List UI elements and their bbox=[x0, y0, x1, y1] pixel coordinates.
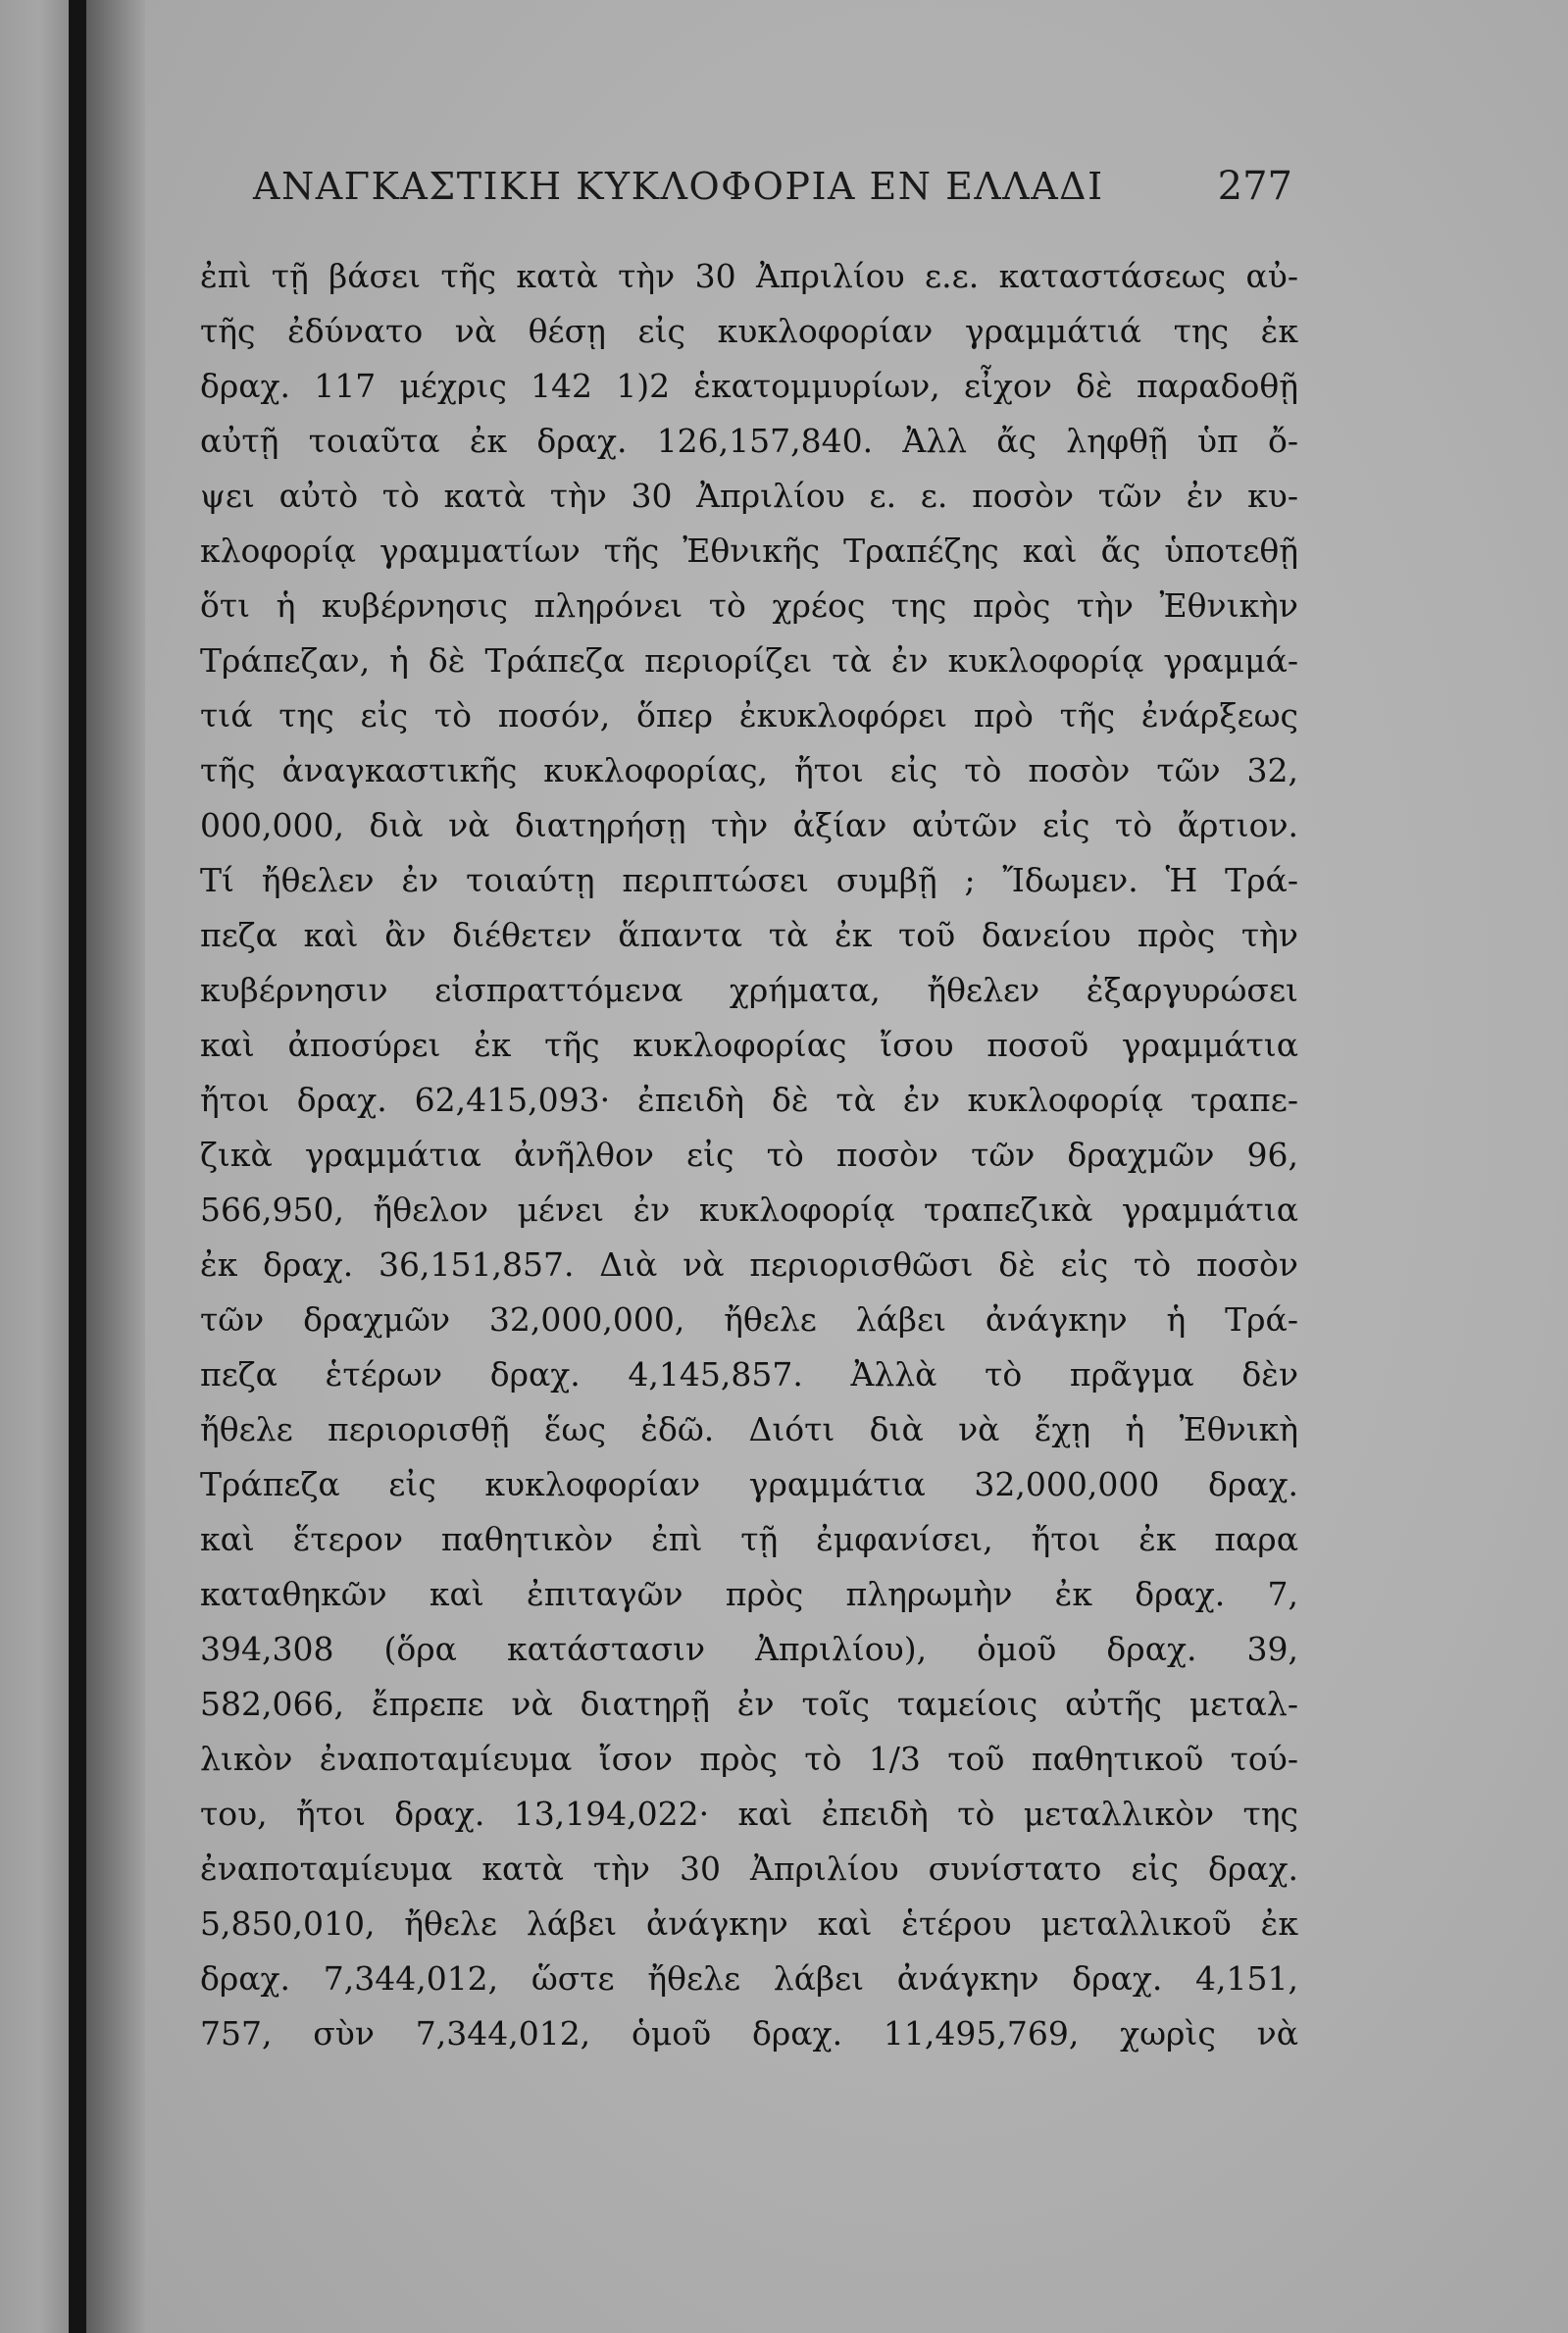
text-line: 566,950, ἤθελον μένει ἐν κυκλοφορίᾳ τραπεζικὰ γραμμάτια bbox=[200, 1191, 1298, 1229]
text-line: δραχ. 7,344,012, ὥστε ἤθελε λάβει ἀνάγκην δραχ. 4,151, bbox=[200, 1959, 1298, 1998]
text-line: ὅτι ἡ κυβέρνησις πληρόνει τὸ χρέος της πρὸς τὴν Ἐθνικὴν bbox=[200, 586, 1298, 625]
text-line: Τράπεζα εἰς κυκλοφορίαν γραμμάτια 32,000,000 δραχ. bbox=[200, 1465, 1298, 1503]
text-line: Τί ἤθελεν ἐν τοιαύτῃ περιπτώσει συμβῇ ; Ἴδωμεν. Ἡ Τρά- bbox=[200, 861, 1298, 899]
text-line: Τράπεζαν, ἡ δὲ Τράπεζα περιορίζει τὰ ἐν κυκλοφορίᾳ γραμμά- bbox=[200, 641, 1298, 680]
running-title: ΑΝΑΓΚΑΣΤΙΚΗ ΚΥΚΛΟΦΟΡΙΑ ΕΝ ΕΛΛΑΔΙ bbox=[253, 165, 1104, 208]
text-line: τῆς ἀναγκαστικῆς κυκλοφορίας, ἤτοι εἰς τὸ ποσὸν τῶν 32, bbox=[200, 751, 1298, 789]
body-text bbox=[200, 249, 1298, 2061]
spine-shadow bbox=[86, 0, 145, 2333]
text-line: πεζα καὶ ἂν διέθετεν ἅπαντα τὰ ἐκ τοῦ δανείου πρὸς τὴν bbox=[200, 916, 1298, 954]
text-line: 582,066, ἔπρεπε νὰ διατηρῇ ἐν τοῖς ταμείοις αὐτῆς μεταλ- bbox=[200, 1685, 1298, 1723]
text-line: 394,308 (ὅρα κατάστασιν Ἀπριλίου), ὁμοῦ δραχ. 39, bbox=[200, 1630, 1298, 1668]
page-header bbox=[253, 157, 1292, 216]
page-number: 277 bbox=[1217, 164, 1292, 209]
text-line: του, ἤτοι δραχ. 13,194,022· καὶ ἐπειδὴ τὸ μεταλλικὸν της bbox=[200, 1795, 1298, 1833]
text-line: τῶν δραχμῶν 32,000,000, ἤθελε λάβει ἀνάγκην ἡ Τρά- bbox=[200, 1300, 1298, 1339]
text-line: αὐτῇ τοιαῦτα ἐκ δραχ. 126,157,840. Ἀλλ ἄς ληφθῇ ὑπ ὄ- bbox=[200, 422, 1298, 460]
text-line: δραχ. 117 μέχρις 142 1)2 ἑκατομμυρίων, εἶχον δὲ παραδοθῇ bbox=[200, 367, 1298, 405]
text-line: 000,000, διὰ νὰ διατηρήσῃ τὴν ἀξίαν αὐτῶν εἰς τὸ ἄρτιον. bbox=[200, 806, 1298, 844]
text-line: ἤτοι δραχ. 62,415,093· ἐπειδὴ δὲ τὰ ἐν κυκλοφορίᾳ τραπε- bbox=[200, 1081, 1298, 1119]
text-line: τιά της εἰς τὸ ποσόν, ὅπερ ἐκυκλοφόρει πρὸ τῆς ἐνάρξεως bbox=[200, 696, 1298, 735]
text-line: καὶ ἀποσύρει ἐκ τῆς κυκλοφορίας ἴσου ποσοῦ γραμμάτια bbox=[200, 1026, 1298, 1064]
text-line: ἐπὶ τῇ βάσει τῆς κατὰ τὴν 30 Ἀπριλίου ε.ε. καταστάσεως αὐ- bbox=[200, 257, 1298, 295]
text-line: ἐναποταμίευμα κατὰ τὴν 30 Ἀπριλίου συνίστατο εἰς δραχ. bbox=[200, 1850, 1298, 1888]
text-line: 757, σὺν 7,344,012, ὁμοῦ δραχ. 11,495,769, χωρὶς νὰ bbox=[200, 2014, 1298, 2053]
text-line: ἤθελε περιορισθῇ ἕως ἐδῶ. Διότι διὰ νὰ ἔχῃ ἡ Ἐθνικὴ bbox=[200, 1410, 1298, 1448]
text-line: ἐκ δραχ. 36,151,857. Διὰ νὰ περιορισθῶσι δὲ εἰς τὸ ποσὸν bbox=[200, 1245, 1298, 1284]
text-line: καταθηκῶν καὶ ἐπιταγῶν πρὸς πληρωμὴν ἐκ δραχ. 7, bbox=[200, 1575, 1298, 1613]
text-line: κυβέρνησιν εἰσπραττόμενα χρήματα, ἤθελεν ἐξαργυρώσει bbox=[200, 971, 1298, 1009]
text-line: κλοφορίᾳ γραμματίων τῆς Ἐθνικῆς Τραπέζης καὶ ἄς ὑποτεθῇ bbox=[200, 532, 1298, 570]
text-line: 5,850,010, ἤθελε λάβει ἀνάγκην καὶ ἑτέρου μεταλλικοῦ ἐκ bbox=[200, 1904, 1298, 1943]
text-line: ζικὰ γραμμάτια ἀνῆλθον εἰς τὸ ποσὸν τῶν δραχμῶν 96, bbox=[200, 1136, 1298, 1174]
text-line: ψει αὐτὸ τὸ κατὰ τὴν 30 Ἀπριλίου ε. ε. ποσὸν τῶν ἐν κυ- bbox=[200, 477, 1298, 515]
text-line: τῆς ἐδύνατο νὰ θέσῃ εἰς κυκλοφορίαν γραμμάτιά της ἐκ bbox=[200, 312, 1298, 350]
book-spine bbox=[69, 0, 86, 2333]
text-line: καὶ ἕτερον παθητικὸν ἐπὶ τῇ ἐμφανίσει, ἤτοι ἐκ παρα bbox=[200, 1520, 1298, 1558]
text-line: πεζα ἑτέρων δραχ. 4,145,857. Ἀλλὰ τὸ πρᾶγμα δὲν bbox=[200, 1355, 1298, 1394]
text-line: λικὸν ἐναποταμίευμα ἴσον πρὸς τὸ 1/3 τοῦ παθητικοῦ τού- bbox=[200, 1740, 1298, 1778]
